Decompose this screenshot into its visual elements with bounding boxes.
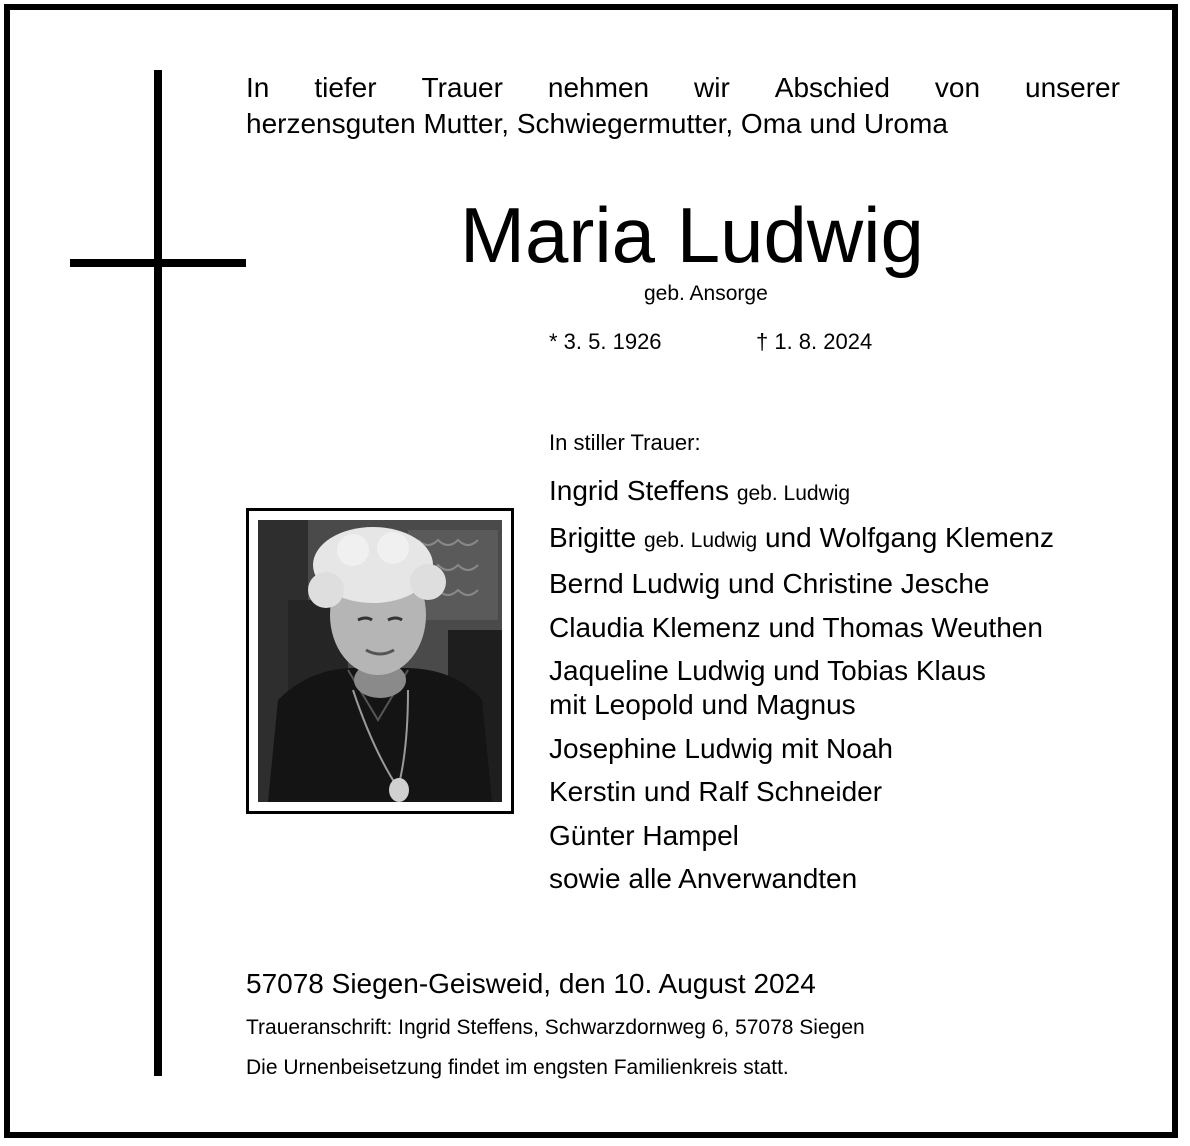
mourner-entry: Kerstin und Ralf Schneider xyxy=(549,776,883,807)
death-date: † 1. 8. 2024 xyxy=(756,329,873,354)
cross-horizontal-bar xyxy=(70,259,246,267)
mourner-name: Brigitte xyxy=(549,521,637,553)
intro-word: wir xyxy=(694,72,730,103)
intro-word: Abschied xyxy=(774,72,890,103)
mourner-partner: und Wolfgang Klemenz xyxy=(764,521,1054,553)
intro-word: unserer xyxy=(1025,72,1120,103)
mourner-entry: Josephine Ludwig mit Noah xyxy=(549,732,893,764)
intro-text xyxy=(246,70,1120,142)
intro-word: In xyxy=(246,72,270,103)
cross-vertical-bar xyxy=(154,70,162,1076)
intro-line-1 xyxy=(246,70,1120,106)
intro-word: Trauer xyxy=(421,72,503,103)
intro-line-2: herzensguten Mutter, Schwiegermutter, Oma und Uroma xyxy=(246,108,948,139)
burial-note: Die Urnenbeisetzung findet im engsten Familienkreis statt. xyxy=(246,1056,789,1079)
portrait-photo xyxy=(258,520,502,802)
intro-word: von xyxy=(934,72,981,103)
mourner-maiden-name: geb. Ludwig xyxy=(736,482,851,505)
birth-date: * 3. 5. 1926 xyxy=(549,329,662,354)
mourner-entry xyxy=(549,474,1054,511)
intro-word: tiefer xyxy=(314,72,377,103)
maiden-name: geb. Ansorge xyxy=(644,282,768,305)
mourner-entry xyxy=(549,521,1054,558)
mourner-name: Ingrid Steffens xyxy=(549,475,730,506)
mourner-entry: Günter Hampel xyxy=(549,819,739,851)
mourner-entry: Bernd Ludwig und Christine Jesche xyxy=(549,568,990,599)
intro-word: nehmen xyxy=(547,72,650,103)
deceased-name: Maria Ludwig xyxy=(460,191,924,279)
mourner-line: mit Leopold und Magnus xyxy=(549,689,856,720)
portrait-illustration xyxy=(258,520,502,802)
mourner-line: Jaqueline Ludwig und Tobias Klaus xyxy=(549,655,986,686)
mourning-address: Traueranschrift: Ingrid Steffens, Schwarzdornweg 6, 57078 Siegen xyxy=(246,1016,865,1039)
mourners-list xyxy=(549,474,1054,906)
portrait-frame xyxy=(246,508,514,814)
mourner-maiden-name: geb. Ludwig xyxy=(643,528,758,552)
mourner-entry xyxy=(549,654,1054,722)
place-and-date: 57078 Siegen-Geisweid, den 10. August 2024 xyxy=(246,968,816,999)
mourner-entry: sowie alle Anverwandten xyxy=(549,863,858,894)
mourners-heading: In stiller Trauer: xyxy=(549,430,701,455)
mourner-entry: Claudia Klemenz und Thomas Weuthen xyxy=(549,611,1043,643)
